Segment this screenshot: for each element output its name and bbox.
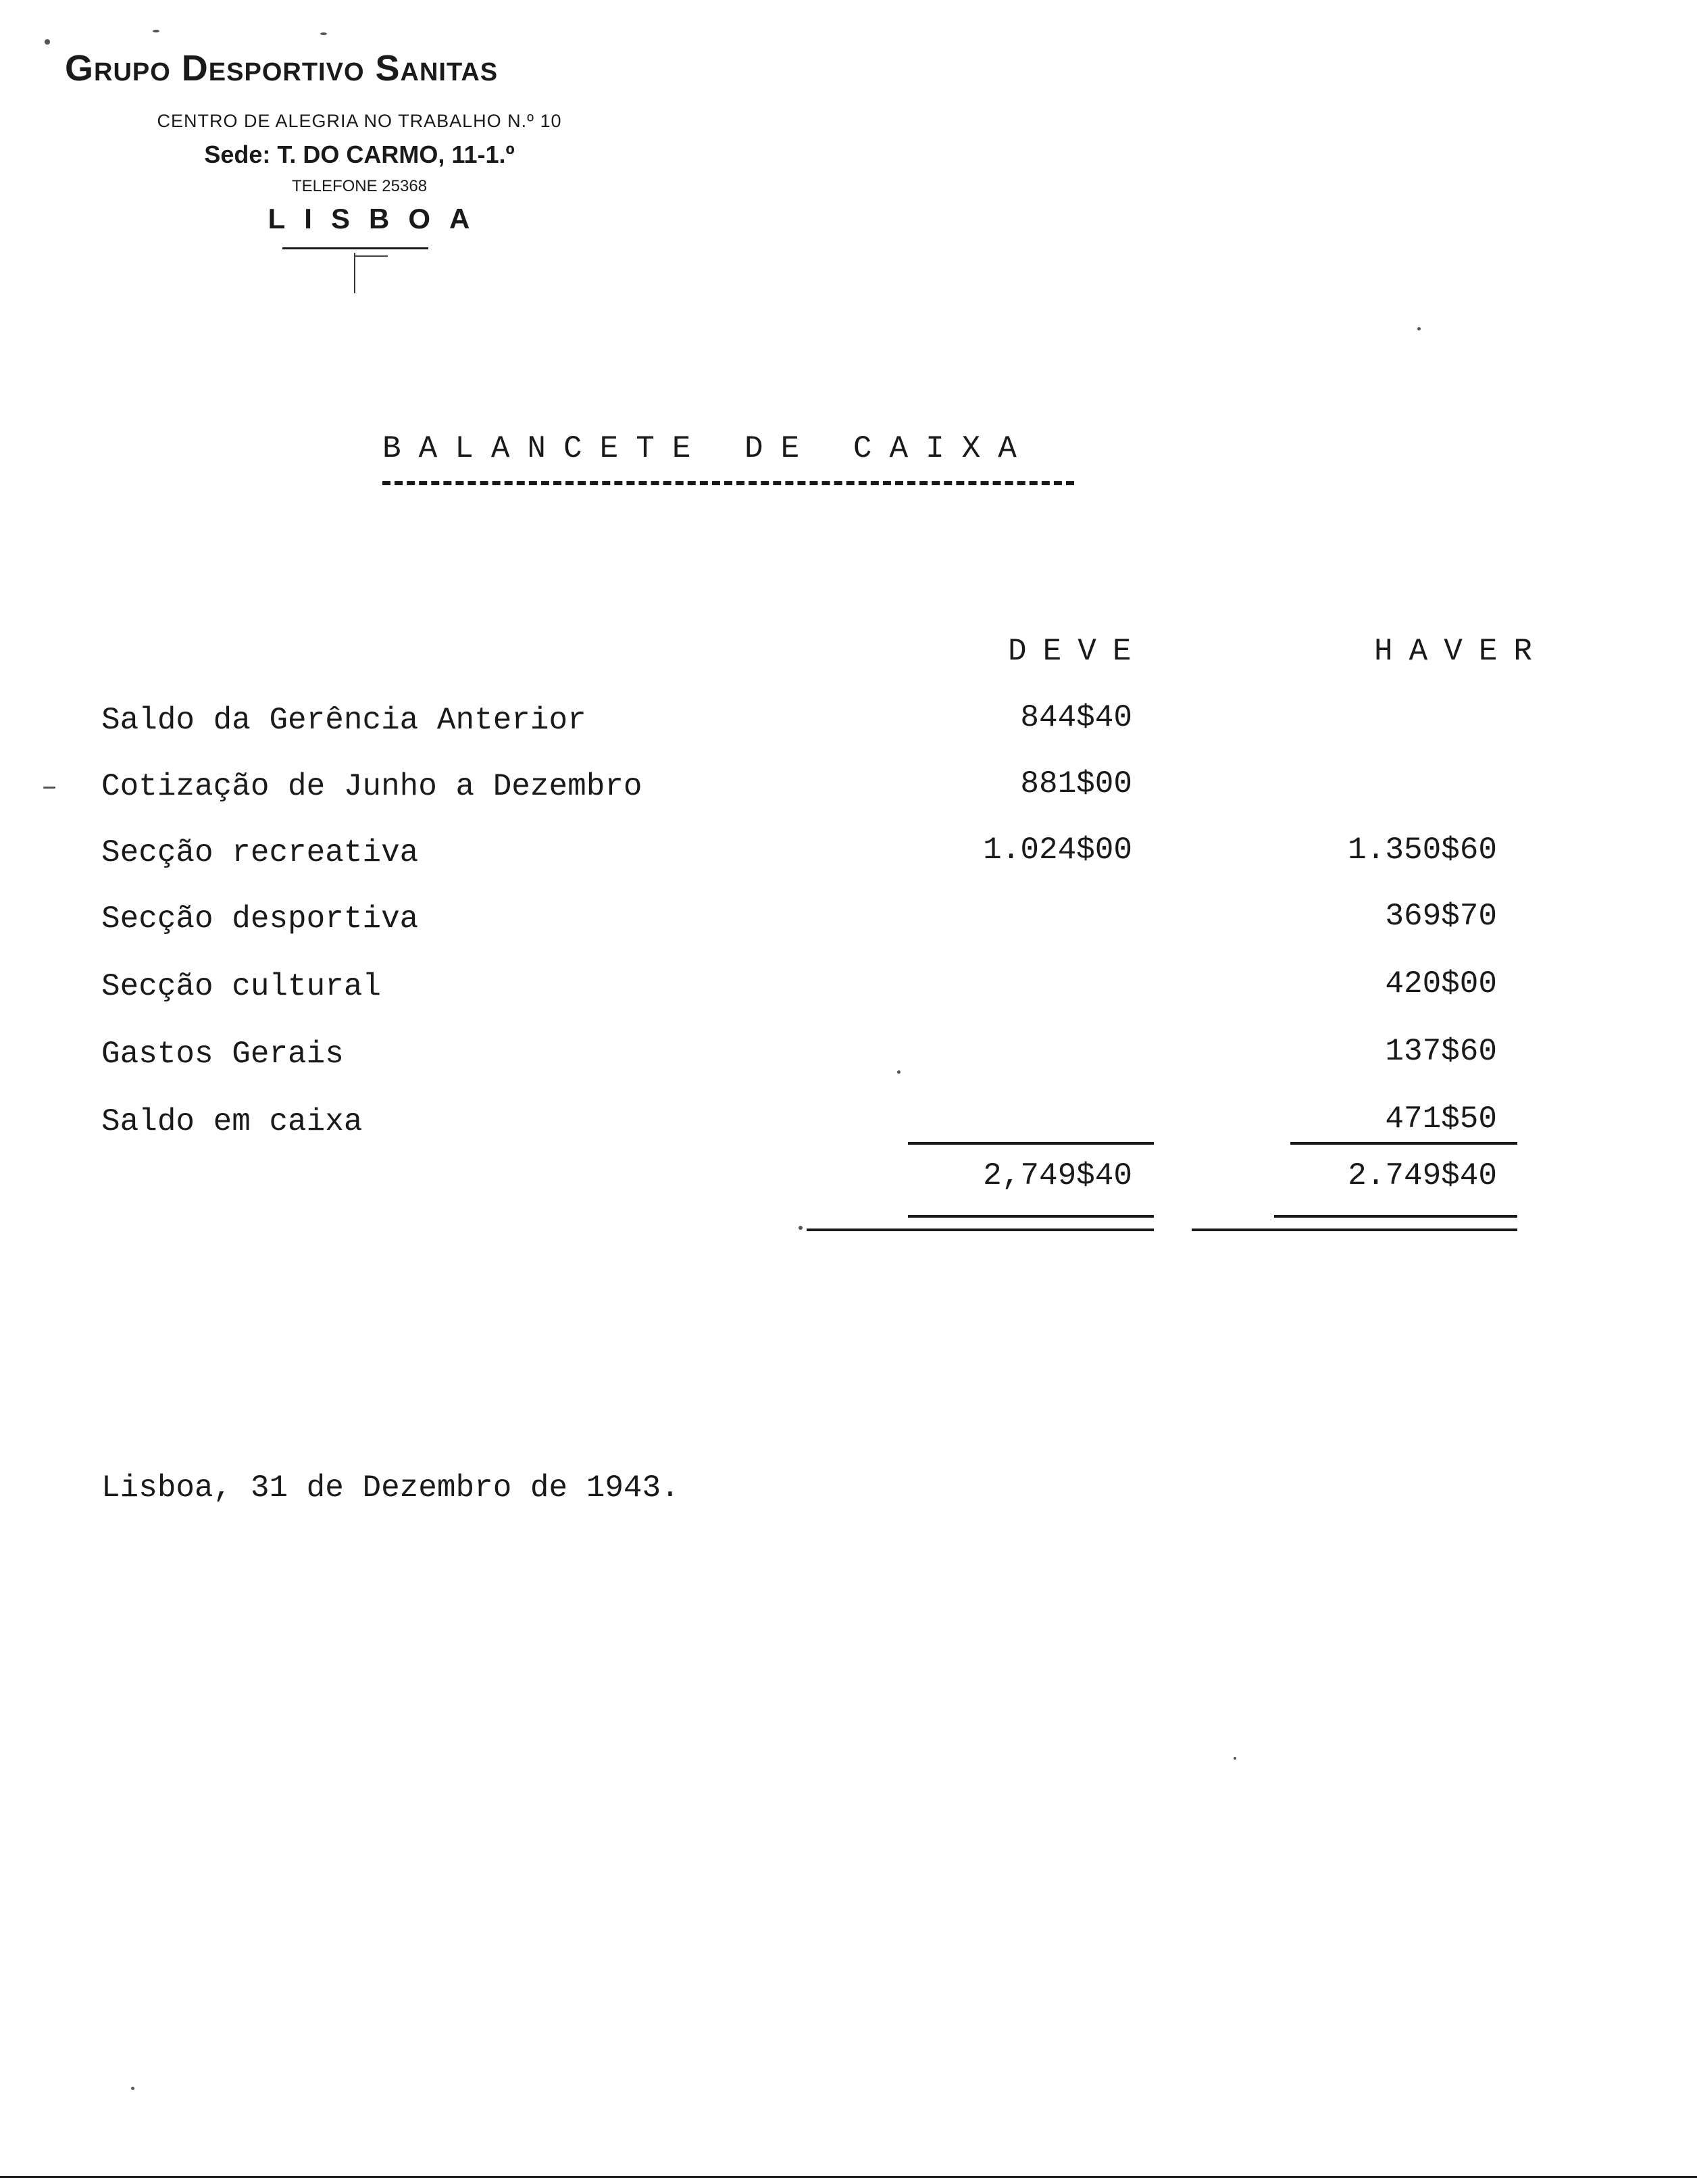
deve-subtotal-rule — [908, 1142, 1154, 1145]
deve-total: 2,749$40 — [983, 1158, 1132, 1193]
letterhead-address: Sede: T. DO CARMO, 11-1.º — [204, 141, 515, 168]
ledger-row-label: Saldo em caixa — [101, 1104, 363, 1139]
deve-total-double-rule-top — [908, 1215, 1154, 1218]
haver-total-double-rule-bottom — [1192, 1228, 1517, 1231]
scan-speck — [320, 32, 327, 35]
organization-name: Grupo Desportivo Sanitas — [65, 48, 499, 89]
ledger-row-haver-amount: 137$60 — [1385, 1034, 1497, 1069]
document-title: BALANCETE DE CAIXA — [382, 431, 1034, 466]
scan-speck — [43, 787, 55, 789]
title-underline — [382, 481, 1074, 485]
ledger-row-label: Secção cultural — [101, 969, 382, 1004]
scan-speck — [131, 2087, 134, 2090]
haver-subtotal-rule — [1290, 1142, 1517, 1145]
ledger-row-deve-amount: 881$00 — [1020, 766, 1132, 801]
letterhead-city: LISBOA — [268, 203, 489, 234]
column-header-haver: HAVER — [1374, 634, 1549, 669]
column-header-deve: DEVE — [1008, 634, 1148, 669]
ledger-row-label: Saldo da Gerência Anterior — [101, 703, 586, 738]
deve-total-double-rule-bottom — [807, 1228, 1154, 1231]
scan-speck — [153, 30, 159, 32]
ledger-row-deve-amount: 1.024$00 — [983, 833, 1132, 868]
ledger-row-label: Cotização de Junho a Dezembro — [101, 769, 642, 804]
page-bottom-edge — [0, 2176, 1697, 2178]
ledger-row-label: Secção recreativa — [101, 835, 419, 870]
haver-total: 2.749$40 — [1348, 1158, 1497, 1193]
ledger-row-label: Secção desportiva — [101, 901, 419, 937]
ledger-row-haver-amount: 420$00 — [1385, 966, 1497, 1001]
letterhead-tick-mark-horizontal — [355, 255, 388, 257]
ledger-row-haver-amount: 369$70 — [1385, 899, 1497, 934]
ledger-row-haver-amount: 471$50 — [1385, 1101, 1497, 1137]
scan-speck — [1234, 1757, 1236, 1760]
haver-total-double-rule-top — [1274, 1215, 1517, 1218]
ledger-row-label: Gastos Gerais — [101, 1037, 344, 1072]
scan-speck — [1417, 327, 1421, 330]
ledger-row-haver-amount: 1.350$60 — [1348, 833, 1497, 868]
letterhead-divider — [282, 247, 428, 249]
scan-speck — [897, 1070, 901, 1074]
letterhead-phone: TELEFONE 25368 — [291, 177, 428, 195]
scan-speck — [799, 1226, 803, 1230]
letterhead-subtitle: CENTRO DE ALEGRIA NO TRABALHO N.º 10 — [157, 111, 562, 131]
scan-speck — [45, 39, 50, 45]
letterhead-tick-mark — [354, 253, 355, 293]
ledger-row-deve-amount: 844$40 — [1020, 700, 1132, 735]
date-line: Lisboa, 31 de Dezembro de 1943. — [101, 1470, 680, 1506]
